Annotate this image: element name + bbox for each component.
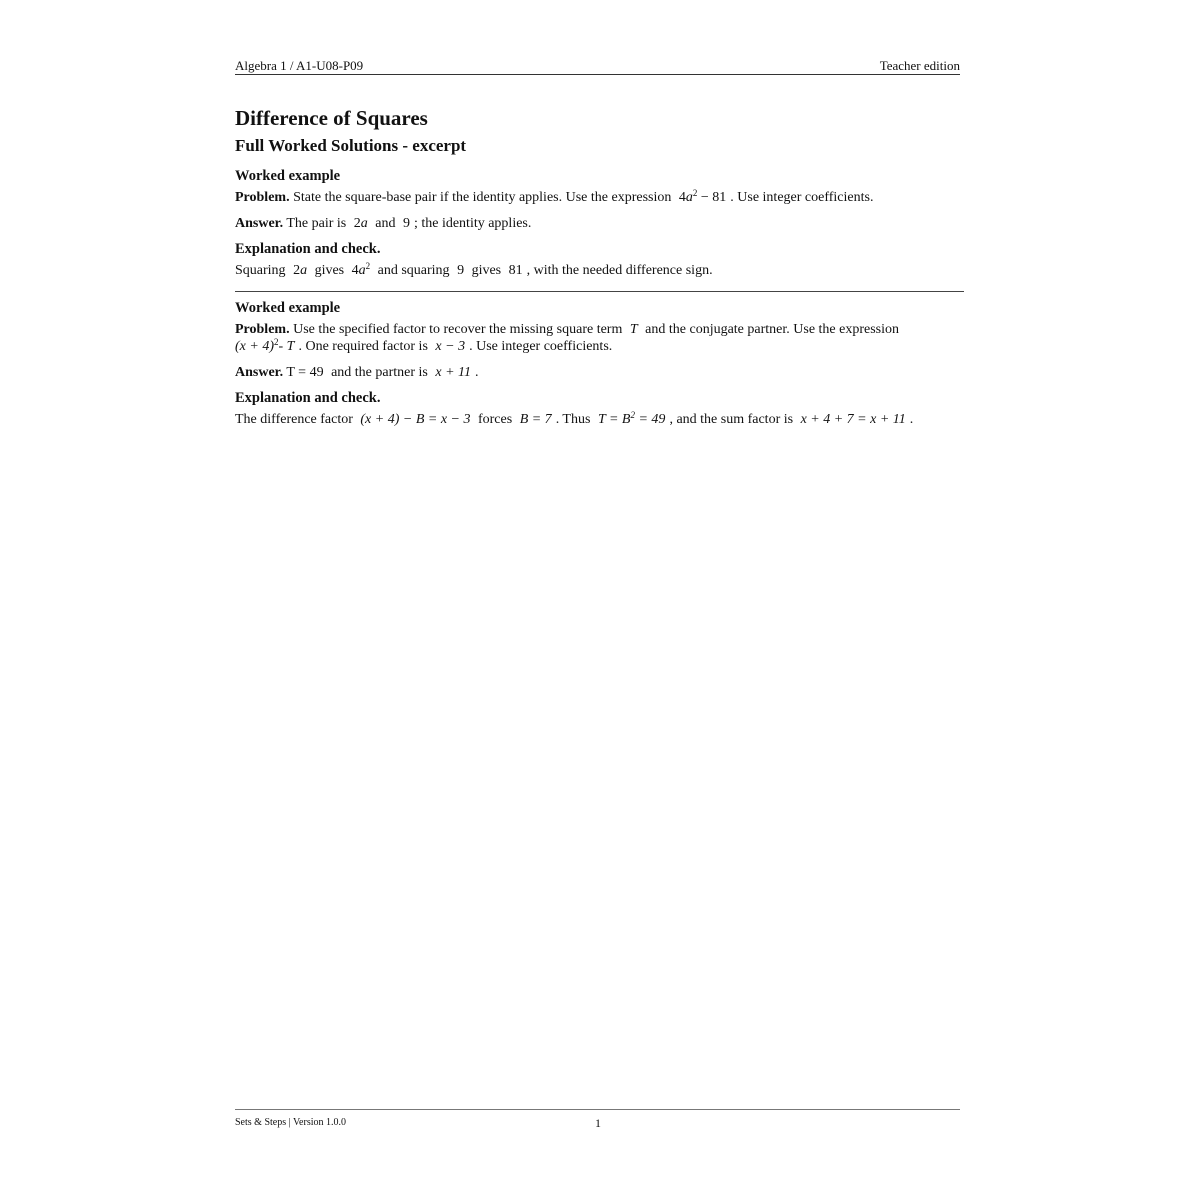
example-divider: [235, 291, 964, 292]
answer-text-end: ; the identity applies.: [413, 216, 532, 231]
footer-publisher: Sets & Steps | Version 1.0.0: [235, 1117, 346, 1128]
problem-label: Problem.: [235, 322, 290, 337]
answer-base-2: 9: [402, 216, 410, 231]
page-footer: [235, 1109, 960, 1130]
answer-text: The pair is: [286, 216, 347, 231]
answer-partner: x + 11: [435, 365, 471, 380]
page-subtitle: Full Worked Solutions - excerpt: [235, 136, 467, 155]
explanation-text: The difference factor (x + 4) − B = x − 3 forces B = 7 . Thus $T = B^2 = 49$ , and the sum factor is x + 4 + 7 = x + 11 .: [235, 410, 914, 427]
explanation-heading: Explanation and check.: [235, 241, 381, 257]
problem-text-end: . Use integer coefficients.: [730, 190, 874, 205]
problem-expression: $(x + 4)^2-$ T: [235, 337, 295, 354]
page-title: Difference of Squares: [235, 106, 428, 130]
answer-text-and: and: [375, 216, 396, 231]
explanation-math: 9: [457, 263, 465, 278]
answer-label: Answer.: [235, 365, 284, 380]
problem-variable: T: [629, 322, 638, 337]
worked-example-heading: Worked example: [235, 300, 341, 316]
worked-example-2: [235, 298, 965, 428]
header-edition: Teacher edition: [879, 58, 960, 73]
explanation-math: (x + 4) − B = x − 3: [360, 412, 471, 427]
explanation-heading: Explanation and check.: [235, 390, 381, 406]
problem-statement: Problem. Use the specified factor to recover the missing square term T and the conjugate partner. Use the expression $(x + 4)^2-$ T . One required factor is x − 3 . Use integer coefficients.: [235, 322, 900, 354]
worked-example-1: [235, 166, 965, 279]
page-header: [235, 58, 960, 75]
problem-expression: $4a^2 - 81$: [678, 188, 727, 205]
problem-label: Problem.: [235, 190, 290, 205]
problem-factor: x − 3: [435, 339, 466, 354]
answer-label: Answer.: [235, 216, 284, 231]
answer-statement: [235, 215, 965, 232]
answer-value: 49: [309, 365, 324, 380]
explanation-math: 81: [508, 263, 523, 278]
explanation-text: Squaring 2a gives $4a^2$ and squaring 9 gives 81 , with the needed difference sign.: [235, 261, 713, 278]
explanation-math: 2a: [293, 263, 308, 278]
problem-text: State the square-base pair if the identity applies. Use the expression: [293, 190, 672, 205]
document-body: [235, 104, 965, 428]
header-course-code: Algebra 1 / A1-U08-P09: [235, 58, 364, 73]
explanation-math: x + 4 + 7 = x + 11: [800, 412, 906, 427]
problem-statement: [235, 189, 965, 206]
worked-example-heading: Worked example: [235, 168, 341, 184]
explanation-math: B = 7: [519, 412, 552, 427]
answer-base-1: 2a: [353, 216, 368, 231]
explanation-math: $4a^2$: [351, 261, 371, 278]
page-number: 1: [595, 1116, 601, 1130]
answer-statement: Answer. T = 49 and the partner is x + 11 .: [235, 365, 479, 380]
explanation-math: $T = B^2 = 49$: [597, 410, 666, 427]
